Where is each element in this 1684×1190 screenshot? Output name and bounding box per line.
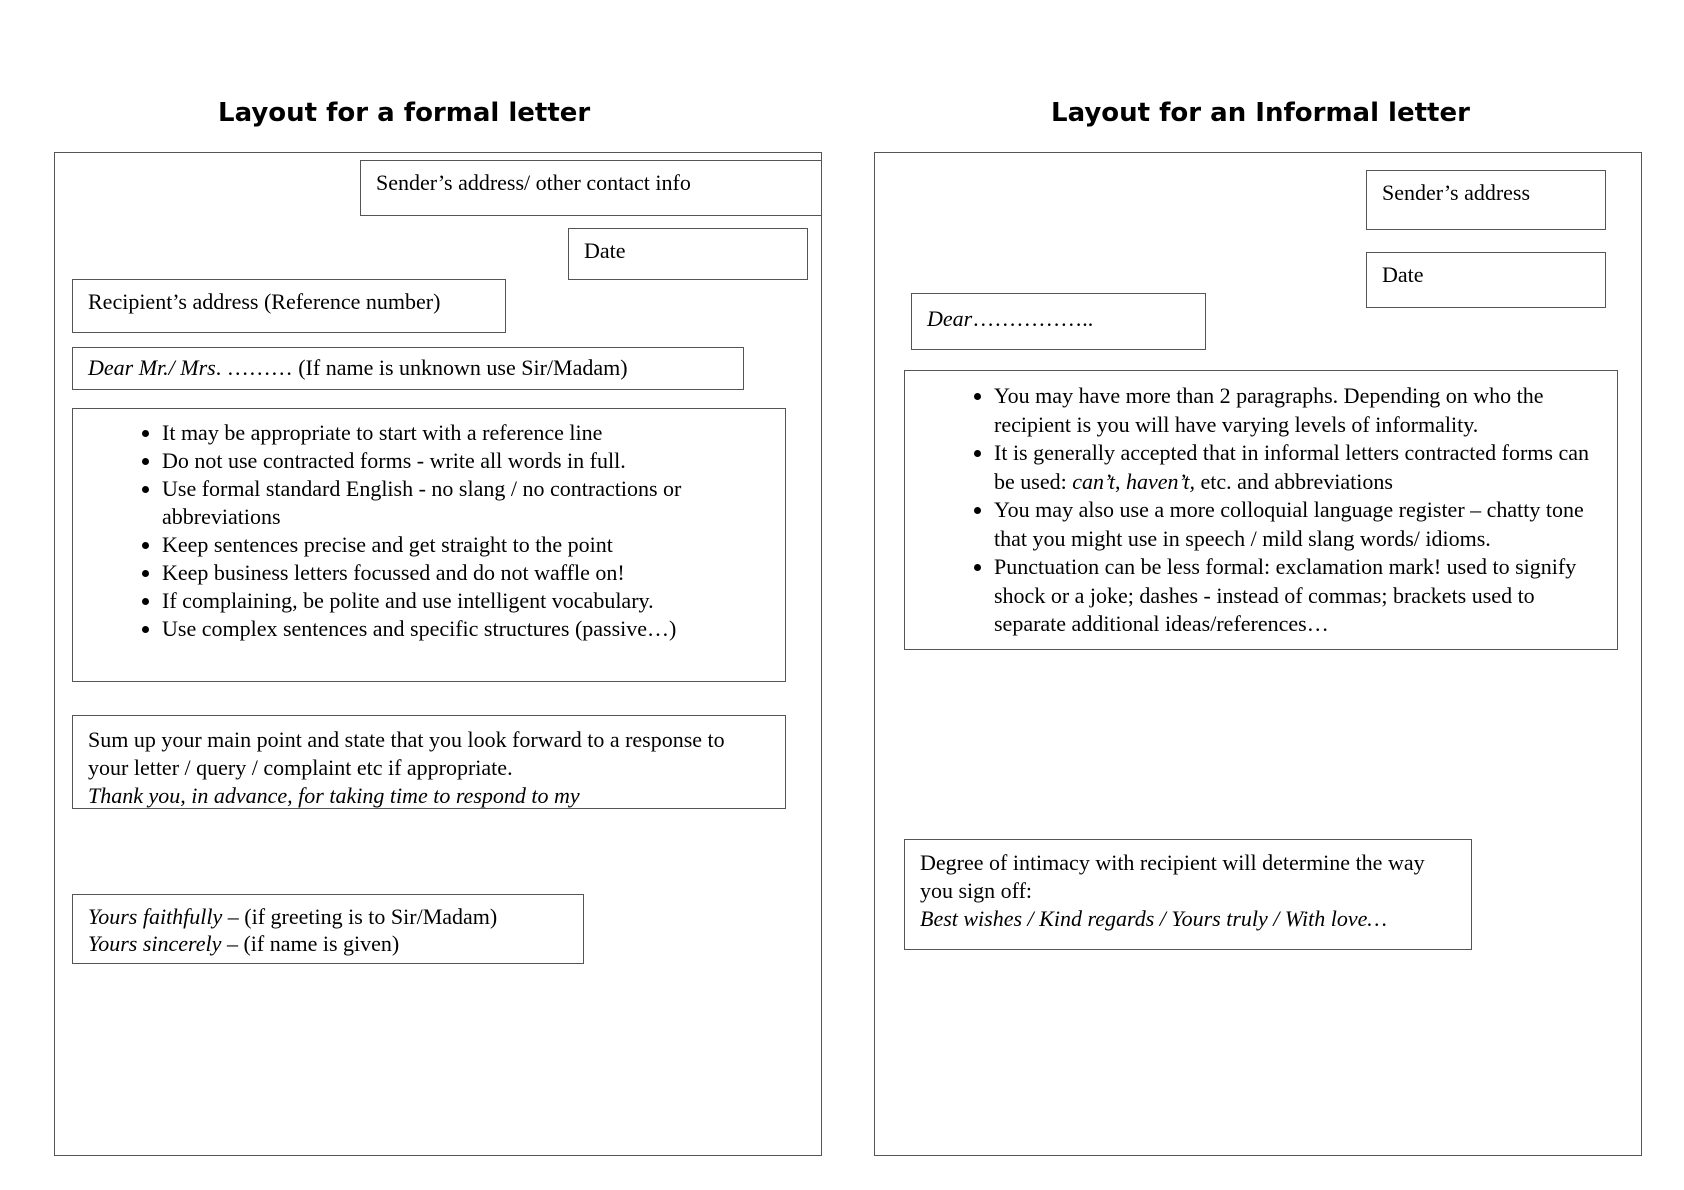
informal-body-box — [904, 370, 1618, 650]
informal-body-list — [920, 382, 1605, 639]
formal-greeting-italic: Dear Mr./ Mrs — [88, 355, 216, 380]
informal-sender-box — [1366, 170, 1606, 230]
informal-greeting-text — [927, 305, 1190, 333]
formal-sender-text: Sender’s address/ other contact info — [376, 170, 691, 195]
informal-date-text: Date — [1382, 262, 1424, 287]
informal-signoff-text: Degree of intimacy with recipient will determine the way you sign off: — [920, 850, 1425, 903]
informal-sender-text: Sender’s address — [1382, 180, 1531, 205]
informal-point-2-b: , — [1114, 468, 1126, 494]
formal-greeting-rest: . ……… (If name is unknown use Sir/Madam) — [215, 355, 628, 380]
informal-date-box — [1366, 252, 1606, 308]
formal-recipient-box — [72, 279, 506, 333]
formal-signoff-line-2 — [88, 930, 568, 957]
formal-body-point: • If complaining, be polite and use intelligent vocabulary. — [162, 587, 770, 615]
formal-sender-box — [360, 160, 822, 216]
informal-point-2-c: etc. and abbreviations — [1195, 468, 1393, 494]
formal-body-point: • Use formal standard English - no slang / no contractions or abbreviations — [162, 475, 770, 531]
formal-signoff-1-italic: Yours faithfully — [88, 904, 223, 929]
informal-body-point: • Punctuation can be less formal: exclamation mark! used to signify shock or a joke; dashes - instead of commas; brackets used to separate additional ideas/references… — [994, 553, 1605, 639]
formal-closing-italic-line — [88, 782, 770, 809]
formal-recipient-text: Recipient’s address (Reference number) — [88, 289, 441, 314]
formal-closing-box — [72, 715, 786, 809]
informal-point-2-a: It is generally accepted that in informal letters contracted forms can be used: — [994, 440, 1589, 494]
informal-signoff-italic-line — [920, 905, 1456, 933]
formal-body-point: • Use complex sentences and specific structures (passive…) — [162, 615, 770, 643]
formal-greeting-box — [72, 347, 744, 390]
formal-body-list — [88, 419, 770, 643]
formal-body-point: • It may be appropriate to start with a reference line — [162, 419, 770, 447]
informal-body-point — [994, 439, 1605, 496]
informal-greeting-rest: …………….. — [972, 306, 1094, 331]
informal-greeting-italic: Dear — [927, 306, 973, 331]
formal-date-box — [568, 228, 808, 280]
informal-greeting-box — [911, 293, 1206, 350]
formal-signoff-2-rest: – (if name is given) — [221, 931, 400, 956]
formal-body-box — [72, 408, 786, 682]
formal-signoff-2-italic: Yours sincerely — [88, 931, 222, 956]
informal-signoff-box — [904, 839, 1472, 950]
informal-heading: Layout for an Informal letter — [1051, 98, 1470, 128]
informal-body-point: • You may have more than 2 paragraphs. Depending on who the recipient is you will have varying levels of informality. — [994, 382, 1605, 439]
informal-signoff-italic: Best wishes / Kind regards / Yours truly / With love… — [920, 906, 1387, 931]
informal-point-2-italic-2: haven’t, — [1125, 468, 1195, 494]
formal-signoff-box — [72, 894, 584, 964]
formal-body-point: • Keep business letters focussed and do not waffle on! — [162, 559, 770, 587]
formal-closing-text: Sum up your main point and state that you look forward to a response to your letter / query / complaint etc if appropriate. — [88, 727, 725, 780]
formal-date-text: Date — [584, 238, 626, 263]
formal-body-point: • Do not use contracted forms - write all words in full. — [162, 447, 770, 475]
formal-heading: Layout for a formal letter — [218, 98, 591, 128]
informal-point-2-italic-1: can’t — [1072, 468, 1115, 494]
formal-closing-italic: Thank you, in advance, for taking time to respond to my — [88, 783, 580, 808]
formal-signoff-1-rest: – (if greeting is to Sir/Madam) — [222, 904, 498, 929]
formal-body-point: • Keep sentences precise and get straight to the point — [162, 531, 770, 559]
informal-body-point: • You may also use a more colloquial language register – chatty tone that you might use in speech / mild slang words/ idioms. — [994, 496, 1605, 553]
formal-greeting-text — [88, 354, 728, 382]
formal-signoff-line-1 — [88, 903, 568, 930]
